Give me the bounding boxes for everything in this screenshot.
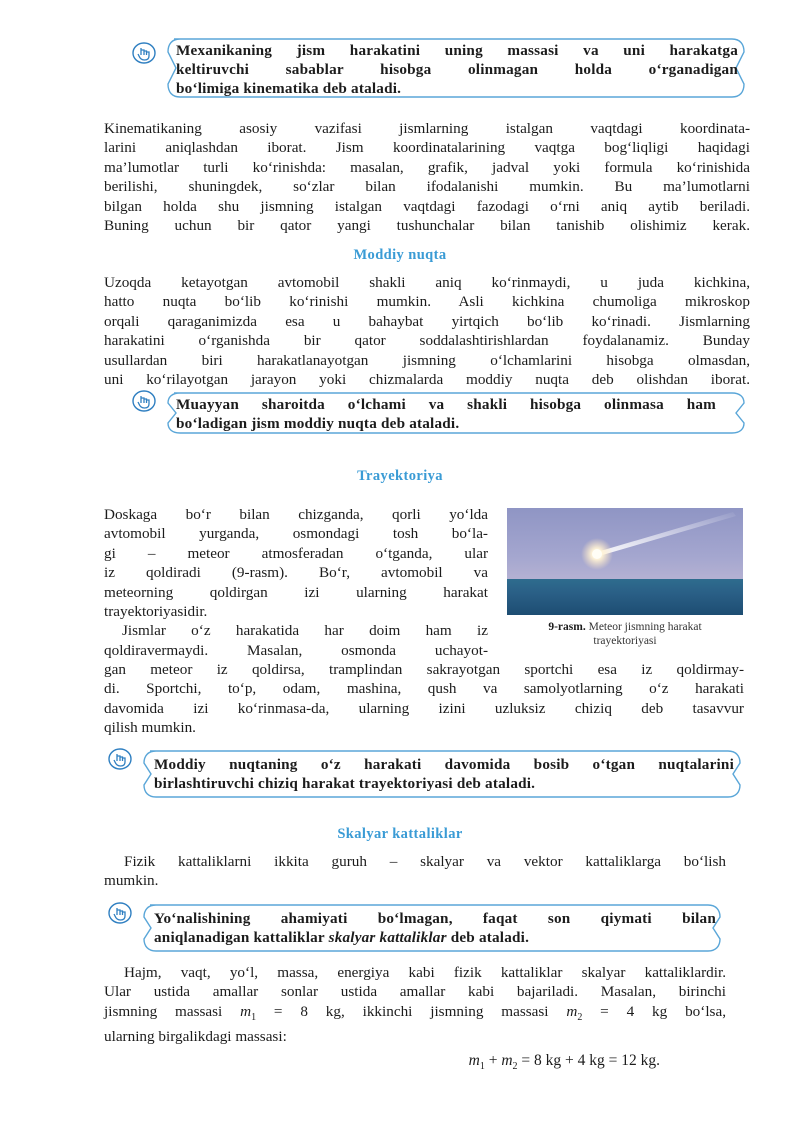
definition-line: [154, 928, 716, 947]
math-subscript: 2: [577, 1011, 583, 1023]
math-subscript: 1: [479, 1061, 485, 1073]
text-fragment: = 8 kg, ikkinchi jismning massasi: [256, 1002, 567, 1020]
text-line: gan meteor iz qoldirsa, tramplindan sakrayotgan sportchi esa iz qoldirmay-: [104, 661, 744, 678]
moddiy-nuqta-paragraph: [104, 273, 750, 389]
definition-line: birlashtiruvchi chiziq harakat trayektoriyasi deb ataladi.: [154, 775, 536, 792]
intro-paragraph: [104, 119, 750, 235]
definition-term: skalyar kattaliklar: [328, 929, 447, 946]
definition-box-material-point: [132, 390, 748, 436]
text-line: Jismlar o‘z harakatida har doim ham iz: [122, 622, 488, 640]
text-line: qoldiravermaydi. Masalan, osmonda uchayot-: [104, 641, 488, 659]
text-line: gi – meteor atmosferadan o‘tganda, ular: [104, 544, 488, 562]
mass-sum-formula: [0, 1052, 660, 1072]
text-line: uni ko‘rilayotgan jarayon yoki chizmalarda moddiy nuqta deb olishdan iborat.: [104, 371, 750, 389]
math-symbol: m: [501, 1052, 513, 1069]
math-symbol: m: [240, 1002, 252, 1020]
text-line: Fizik kattaliklarni ikkita guruh – skalyar va vektor kattaliklarga bo‘lish: [124, 853, 726, 870]
section-heading-trayektoriya: Trayektoriya: [357, 468, 443, 484]
figure-caption: [507, 620, 743, 648]
figure-caption-line: trayektoriyasi: [593, 635, 657, 647]
text-line: Doskaga bo‘r bilan chizganda, qorli yo‘lda: [104, 506, 488, 523]
text-line: ma’lumotlar turli ko‘rinishda: masalan, grafik, jadval yoki formula ko‘rinishida: [104, 158, 750, 176]
math-symbol: m: [468, 1052, 480, 1069]
sea-horizon: [507, 579, 743, 615]
text-line: Kinematikaning asosiy vazifasi jismlarning istalgan vaqtdagi koordinata-: [104, 120, 750, 137]
text-line: bilgan holda shu jismning istalgan vaqtdagi fazodagi o‘rni aniq aytib beriladi.: [104, 197, 750, 215]
text-line: di. Sportchi, to‘p, odam, mashina, qush va samolyotlarning o‘z harakati: [104, 680, 744, 698]
figure-caption-line: Meteor jismning harakat: [588, 621, 702, 633]
meteor-figure: [507, 508, 743, 615]
skalyar-paragraph: [104, 852, 726, 891]
text-line: [104, 1002, 726, 1027]
definition-line: bo‘ladigan jism moddiy nuqta deb ataladi.: [176, 415, 460, 432]
definition-line: keltiruvchi sabablar hisobga olinmagan holda o‘rganadigan: [176, 61, 738, 78]
trayektoriya-paragraph-narrow: [104, 505, 488, 660]
math-symbol: m: [566, 1002, 578, 1020]
text-line: qilish mumkin.: [104, 719, 196, 737]
closing-paragraph: [104, 963, 726, 1047]
text-line: trayektoriyasidir.: [104, 603, 208, 621]
text-fragment: = 4 kg bo‘lsa,: [582, 1002, 726, 1020]
text-line: meteorning qoldirgan izi ularning harakat: [104, 583, 488, 601]
math-subscript: 1: [251, 1011, 257, 1023]
text-line: Buning uchun bir qator yangi tushunchalar bilan tanishib olishimiz kerak.: [104, 217, 750, 235]
math-operator: +: [484, 1052, 502, 1069]
definition-line: Yo‘nalishining ahamiyati bo‘lmagan, faqat son qiymati bilan: [154, 910, 716, 927]
definition-line: Mexanikaning jism harakatini uning massasi va uni harakatga: [176, 42, 738, 59]
text-line: davomida izi ko‘rinmasa-da, ularning izini uzluksiz chiziq deb tasavvur: [104, 699, 744, 717]
text-line: mumkin.: [104, 872, 159, 890]
definition-box-kinematics: [132, 36, 748, 100]
text-line: berilishi, shuningdek, so‘zlar bilan ifodalanishi mumkin. Bu ma’lumotlarni: [104, 178, 750, 196]
text-line: orqali qaraganimizda esa u bahaybat yirtqich bo‘lib ko‘rinadi. Jismlarning: [104, 312, 750, 330]
definition-text: deb ataladi.: [446, 929, 530, 946]
text-fragment: jismning massasi: [104, 1002, 241, 1020]
text-line: iz qoldiradi (9-rasm). Bo‘r, avtomobil va: [104, 564, 488, 582]
text-line: Ular ustida amallar sonlar ustida amallar kabi bajariladi. Masalan, birinchi: [104, 983, 726, 1001]
text-line: Hajm, vaqt, yo‘l, massa, energiya kabi fizik kattaliklar skalyar kattaliklardir.: [124, 964, 726, 981]
pointing-hand-icon: [132, 42, 156, 64]
section-heading-moddiy-nuqta: Moddiy nuqta: [353, 247, 447, 263]
math-expression: = 8 kg + 4 kg = 12 kg.: [517, 1052, 660, 1069]
text-line: larini aniqlashdan iborat. Jism koordinatalarining vaqtga bog‘liqligi haqidagi: [104, 139, 750, 157]
definition-box-scalar: [108, 902, 724, 954]
text-line: avtomobil yurganda, osmondagi tosh bo‘la-: [104, 525, 488, 543]
definition-text: aniqlanadigan kattaliklar: [154, 929, 329, 946]
pointing-hand-icon: [108, 748, 132, 770]
text-line: usullardan biri harakatlanayotgan jismning o‘lchamlarini hisobga olmasdan,: [104, 351, 750, 369]
definition-line: Moddiy nuqtaning o‘z harakati davomida bosib o‘tgan nuqtalarini: [154, 756, 734, 773]
trayektoriya-paragraph-wide: [104, 660, 744, 738]
text-line: ularning birgalikdagi massasi:: [104, 1028, 287, 1046]
figure-label: 9-rasm.: [548, 621, 586, 633]
text-line: Uzoqda ketayotgan avtomobil shakli aniq ko‘rinmaydi, u juda kichkina,: [104, 274, 750, 291]
pointing-hand-icon: [132, 390, 156, 412]
text-line: harakatini o‘rganishda bir qator soddalashtirishlardan foydalanamiz. Bunday: [104, 332, 750, 350]
definition-line: Muayyan sharoitda o‘lchami va shakli hisobga olinmasa ham: [176, 396, 716, 413]
definition-line: bo‘limiga kinematika deb ataladi.: [176, 80, 402, 97]
text-line: hatto nuqta bo‘lib ko‘rinishi mumkin. Asli kichkina chumoliga mikroskop: [104, 293, 750, 311]
definition-box-trajectory: [108, 748, 744, 800]
section-heading-skalyar: Skalyar kattaliklar: [337, 826, 463, 842]
math-subscript: 2: [512, 1061, 518, 1073]
pointing-hand-icon: [108, 902, 132, 924]
